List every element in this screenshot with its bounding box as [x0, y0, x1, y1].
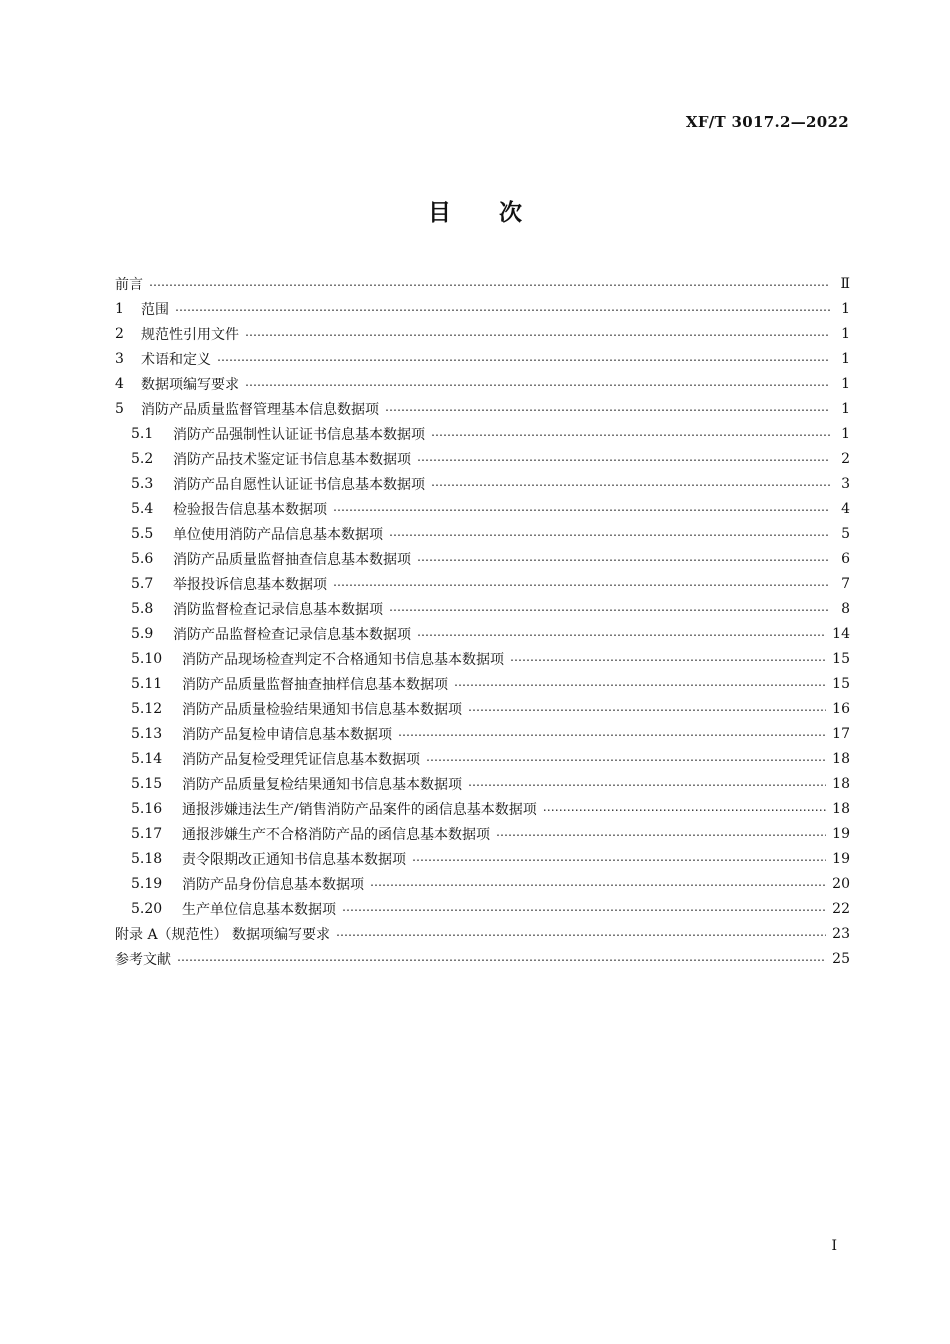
toc-entry-title: 生产单位信息基本数据项 — [182, 901, 336, 918]
toc-entry-page: 17 — [832, 725, 850, 742]
toc-entry-title: 范围 — [141, 301, 169, 318]
toc-entry-number: 4 — [115, 375, 124, 392]
toc-entry-title: 通报涉嫌生产不合格消防产品的函信息基本数据项 — [182, 826, 490, 843]
toc-entry-title: 消防产品质量复检结果通知书信息基本数据项 — [182, 776, 462, 793]
toc-entry-page: 1 — [841, 400, 850, 417]
toc-entry[interactable] — [115, 771, 850, 796]
toc-entry-number: 5.1 — [131, 425, 154, 442]
toc-entry-number: 5.10 — [131, 650, 163, 667]
toc-entry[interactable] — [115, 371, 850, 396]
toc-entry[interactable] — [115, 321, 850, 346]
toc-entry[interactable] — [115, 496, 850, 521]
toc-entry[interactable] — [115, 421, 850, 446]
toc-entry-number: 5.16 — [131, 800, 163, 817]
toc-entry-title: 消防产品复检申请信息基本数据项 — [182, 726, 392, 743]
toc-entry-page: 1 — [841, 325, 850, 342]
toc-entry-title: 消防产品质量检验结果通知书信息基本数据项 — [182, 701, 462, 718]
toc-leader-dots — [245, 375, 830, 393]
toc-entry-title: 消防产品质量监督抽查信息基本数据项 — [173, 551, 411, 568]
toc-leader-dots — [333, 500, 830, 518]
toc-leader-dots — [543, 800, 826, 818]
toc-entry-page: 1 — [841, 350, 850, 367]
toc-leader-dots — [431, 475, 830, 493]
toc-leader-dots — [398, 725, 826, 743]
standard-code: XF/T 3017.2—2022 — [685, 113, 849, 131]
toc-entry-page: 18 — [832, 775, 850, 792]
toc-entry[interactable] — [115, 671, 850, 696]
toc-entry[interactable] — [115, 471, 850, 496]
toc-entry-title: 检验报告信息基本数据项 — [173, 501, 327, 518]
toc-entry-number: 5.9 — [131, 625, 154, 642]
page-number: Ⅰ — [831, 1238, 837, 1254]
toc-entry-page: 2 — [841, 450, 850, 467]
toc-entry-page: 19 — [832, 850, 850, 867]
toc-entry[interactable] — [115, 821, 850, 846]
toc-entry-number: 5.4 — [131, 500, 154, 517]
toc-entry-title: 前言 — [115, 276, 143, 293]
toc-entry-title: 单位使用消防产品信息基本数据项 — [173, 526, 383, 543]
toc-entry[interactable] — [115, 746, 850, 771]
toc-entry-number: 5.18 — [131, 850, 163, 867]
toc-entry-page: 15 — [832, 650, 850, 667]
toc-entry-title: 消防产品自愿性认证证书信息基本数据项 — [173, 476, 425, 493]
table-of-contents — [115, 271, 850, 971]
toc-entry-title: 消防产品质量监督抽查抽样信息基本数据项 — [182, 676, 448, 693]
toc-entry-page: 18 — [832, 800, 850, 817]
toc-entry[interactable] — [115, 346, 850, 371]
toc-entry-title: 消防产品身份信息基本数据项 — [182, 876, 364, 893]
toc-entry-page: 1 — [841, 375, 850, 392]
toc-entry-number: 2 — [115, 325, 124, 342]
toc-entry[interactable] — [115, 846, 850, 871]
toc-entry[interactable] — [115, 796, 850, 821]
toc-entry-page: 14 — [832, 625, 850, 642]
toc-entry[interactable] — [115, 546, 850, 571]
toc-leader-dots — [336, 925, 826, 943]
toc-entry-number: 5.12 — [131, 700, 163, 717]
toc-leader-dots — [496, 825, 826, 843]
toc-entry-number: 5.6 — [131, 550, 154, 567]
toc-leader-dots — [245, 325, 830, 343]
toc-leader-dots — [175, 300, 830, 318]
toc-entry-number: 5.15 — [131, 775, 163, 792]
toc-entry-number: 3 — [115, 350, 124, 367]
toc-entry-title: 附录 A（规范性） 数据项编写要求 — [115, 926, 331, 943]
toc-entry[interactable] — [115, 396, 850, 421]
page-title — [0, 194, 950, 227]
toc-entry-number: 5.20 — [131, 900, 163, 917]
toc-entry[interactable] — [115, 921, 850, 946]
toc-entry-title: 术语和定义 — [141, 351, 211, 368]
toc-entry-page: 4 — [841, 500, 850, 517]
toc-entry-number: 5 — [115, 400, 124, 417]
toc-leader-dots — [217, 350, 830, 368]
toc-entry-page: 6 — [841, 550, 850, 567]
toc-entry-number: 5.8 — [131, 600, 154, 617]
toc-entry-page: 25 — [832, 950, 850, 967]
toc-entry-title: 规范性引用文件 — [141, 326, 239, 343]
toc-entry-page: 5 — [841, 525, 850, 542]
toc-entry-page: 1 — [841, 300, 850, 317]
toc-entry-title: 消防监督检查记录信息基本数据项 — [173, 601, 383, 618]
toc-entry[interactable] — [115, 521, 850, 546]
toc-entry-page: 1 — [841, 425, 850, 442]
toc-leader-dots — [333, 575, 830, 593]
toc-leader-dots — [468, 775, 826, 793]
toc-entry-number: 5.14 — [131, 750, 163, 767]
toc-entry-page: 15 — [832, 675, 850, 692]
toc-entry-title: 数据项编写要求 — [141, 376, 239, 393]
toc-entry-title: 消防产品复检受理凭证信息基本数据项 — [182, 751, 420, 768]
toc-entry-title: 参考文献 — [115, 951, 171, 968]
toc-entry[interactable] — [115, 871, 850, 896]
toc-entry[interactable] — [115, 621, 850, 646]
toc-leader-dots — [412, 850, 826, 868]
toc-entry-number: 5.7 — [131, 575, 154, 592]
toc-entry-number: 5.17 — [131, 825, 163, 842]
toc-entry-title: 通报涉嫌违法生产/销售消防产品案件的函信息基本数据项 — [182, 801, 537, 818]
toc-leader-dots — [510, 650, 826, 668]
toc-entry-page: 18 — [832, 750, 850, 767]
toc-entry-page: 8 — [841, 600, 850, 617]
toc-entry-page: 7 — [841, 575, 850, 592]
toc-entry-title: 消防产品现场检查判定不合格通知书信息基本数据项 — [182, 651, 504, 668]
toc-entry-title: 责令限期改正通知书信息基本数据项 — [182, 851, 406, 868]
toc-entry-title: 消防产品质量监督管理基本信息数据项 — [141, 401, 379, 418]
toc-leader-dots — [385, 400, 830, 418]
toc-leader-dots — [342, 900, 826, 918]
toc-entry-title: 消防产品技术鉴定证书信息基本数据项 — [173, 451, 411, 468]
toc-entry[interactable] — [115, 646, 850, 671]
toc-entry[interactable] — [115, 721, 850, 746]
toc-leader-dots — [468, 700, 826, 718]
toc-entry-number: 5.19 — [131, 875, 163, 892]
toc-leader-dots — [417, 450, 830, 468]
toc-leader-dots — [177, 950, 826, 968]
toc-leader-dots — [431, 425, 830, 443]
toc-leader-dots — [454, 675, 826, 693]
toc-entry-title: 消防产品监督检查记录信息基本数据项 — [173, 626, 411, 643]
toc-entry-page: 3 — [841, 475, 850, 492]
toc-entry-page: 20 — [832, 875, 850, 892]
toc-leader-dots — [370, 875, 826, 893]
toc-entry[interactable] — [115, 271, 850, 296]
toc-leader-dots — [417, 625, 826, 643]
toc-entry[interactable] — [115, 571, 850, 596]
toc-entry[interactable] — [115, 696, 850, 721]
toc-leader-dots — [149, 275, 830, 293]
toc-entry-number: 5.13 — [131, 725, 163, 742]
toc-leader-dots — [389, 525, 830, 543]
toc-entry-number: 5.2 — [131, 450, 154, 467]
toc-entry[interactable] — [115, 446, 850, 471]
toc-entry-page: 23 — [832, 925, 850, 942]
toc-entry[interactable] — [115, 296, 850, 321]
toc-entry[interactable] — [115, 596, 850, 621]
title-char-1: 目 — [428, 199, 451, 226]
toc-entry-page: 22 — [832, 900, 850, 917]
toc-entry-page: 16 — [832, 700, 850, 717]
toc-entry-page: 19 — [832, 825, 850, 842]
toc-entry-title: 消防产品强制性认证证书信息基本数据项 — [173, 426, 425, 443]
toc-leader-dots — [417, 550, 830, 568]
toc-entry-page: Ⅱ — [840, 275, 850, 292]
title-char-2: 次 — [499, 199, 522, 226]
toc-leader-dots — [426, 750, 826, 768]
toc-entry-number: 1 — [115, 300, 124, 317]
toc-entry-number: 5.3 — [131, 475, 154, 492]
toc-entry-title: 举报投诉信息基本数据项 — [173, 576, 327, 593]
toc-entry-number: 5.11 — [131, 675, 163, 692]
toc-entry[interactable] — [115, 946, 850, 971]
toc-entry-number: 5.5 — [131, 525, 154, 542]
toc-entry[interactable] — [115, 896, 850, 921]
toc-leader-dots — [389, 600, 830, 618]
